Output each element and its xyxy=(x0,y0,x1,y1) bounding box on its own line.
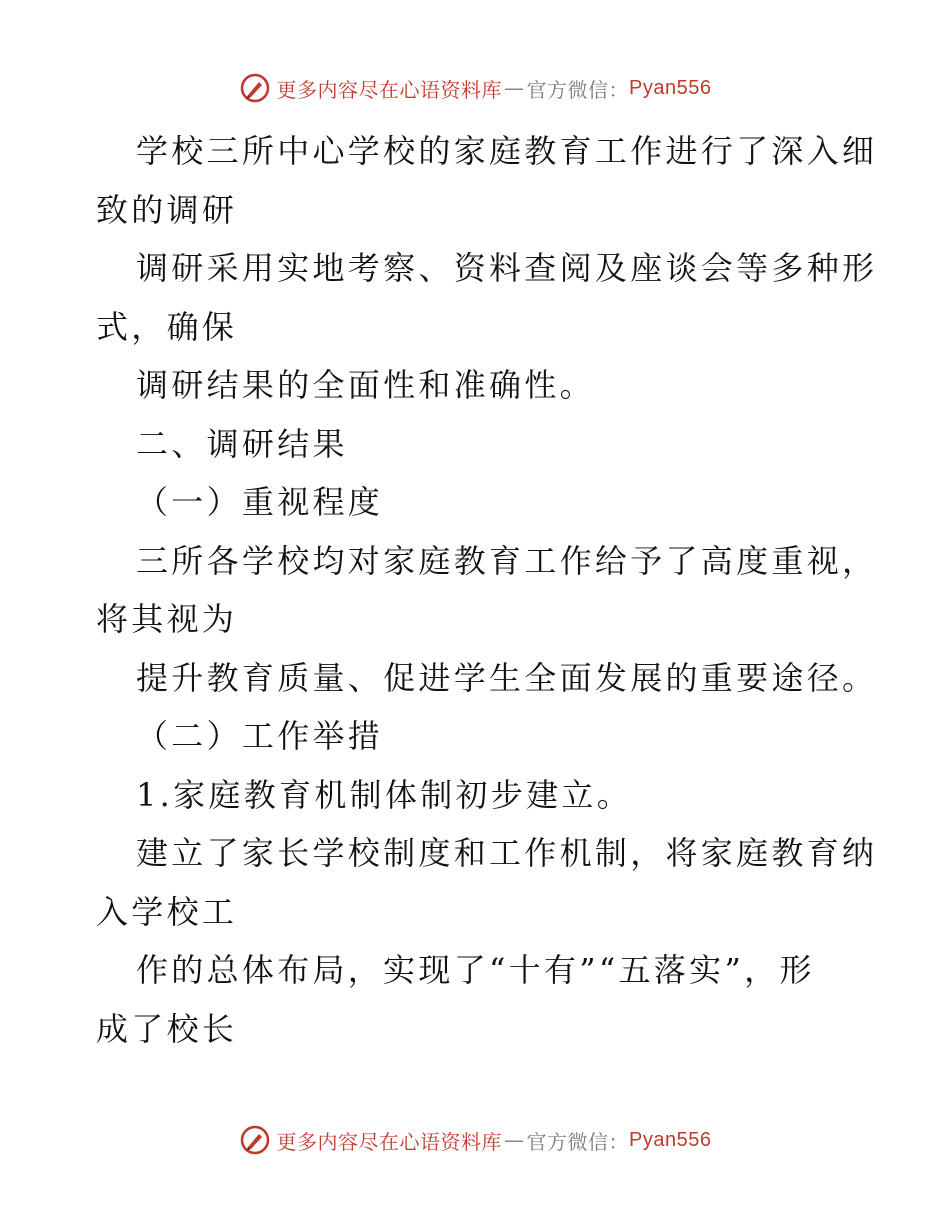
paragraph-line: 成了校长 xyxy=(96,1009,238,1048)
paragraph-line: 入学校工 xyxy=(96,892,238,931)
paragraph-line: 三所各学校均对家庭教育工作给予了高度重视， xyxy=(136,541,878,580)
paragraph-line: 致的调研 xyxy=(96,190,238,229)
watermark-wechat-label: 官方微信： xyxy=(526,77,630,102)
paragraph-line: 式，确保 xyxy=(96,307,238,346)
section-heading: 二、调研结果 xyxy=(136,424,348,463)
watermark-dash: — xyxy=(504,76,525,100)
subsection-heading: （二）工作举措 xyxy=(136,717,384,755)
paragraph-line: 提升教育质量、促进学生全面发展的重要途径。 xyxy=(136,658,878,697)
numbered-item-heading: 1.家庭教育机制体制初步建立。 xyxy=(136,775,633,814)
pen-logo-icon xyxy=(239,1124,271,1156)
subsection-heading: （一）重视程度 xyxy=(136,483,384,521)
watermark-dash: — xyxy=(504,1128,525,1152)
header-watermark xyxy=(0,72,950,104)
document-body xyxy=(96,122,878,1058)
watermark-wechat-label: 官方微信： xyxy=(526,1129,630,1154)
paragraph-line: 调研结果的全面性和准确性。 xyxy=(136,366,595,404)
watermark-wechat-id: Pyan556 xyxy=(629,1128,712,1151)
paragraph-line: 作的总体布局，实现了“十有”“五落实”，形 xyxy=(136,951,815,989)
watermark-main-text: 更多内容尽在心语资料库 xyxy=(276,1129,503,1154)
watermark-wechat-id: Pyan556 xyxy=(629,76,712,99)
watermark-main-text: 更多内容尽在心语资料库 xyxy=(276,77,503,102)
footer-watermark xyxy=(0,1124,950,1156)
pen-logo-icon xyxy=(239,72,271,104)
paragraph-line: 调研采用实地考察、资料查阅及座谈会等多种形 xyxy=(136,249,878,287)
paragraph-line: 学校三所中心学校的家庭教育工作进行了深入细 xyxy=(136,132,878,170)
paragraph-line: 建立了家长学校制度和工作机制，将家庭教育纳 xyxy=(136,834,878,872)
paragraph-line: 将其视为 xyxy=(96,600,238,638)
